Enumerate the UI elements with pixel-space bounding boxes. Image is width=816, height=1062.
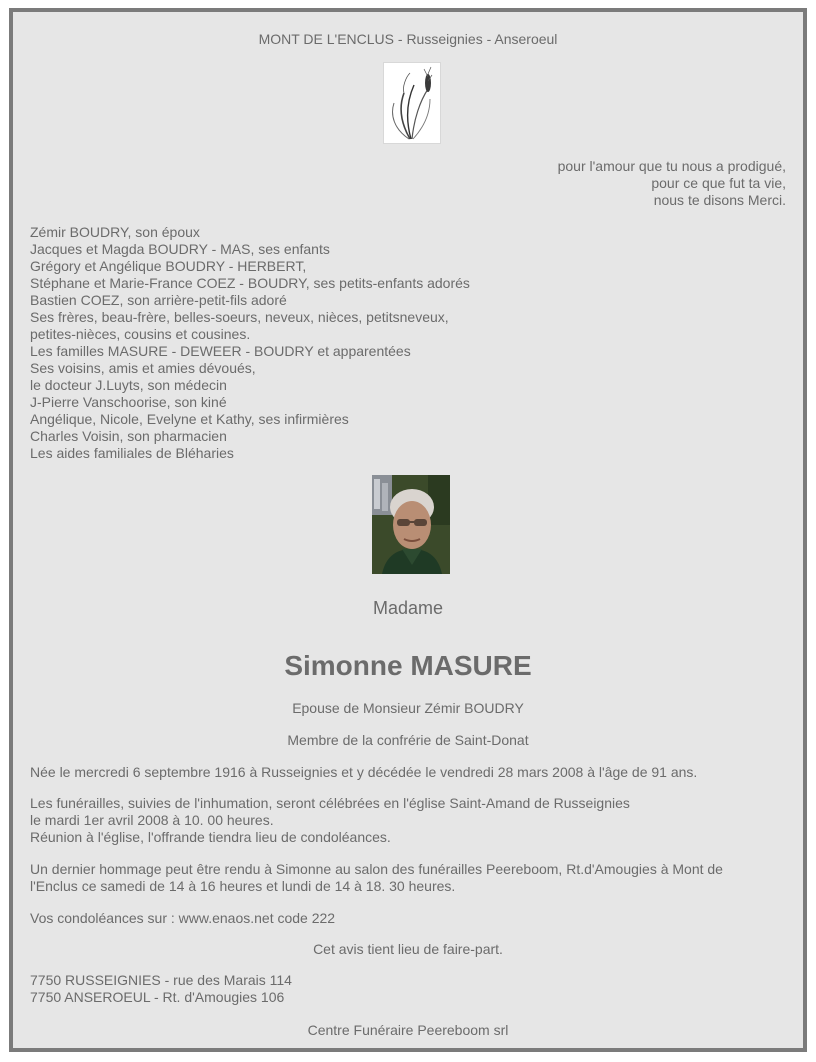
family-list [30, 224, 470, 462]
portrait-photo [372, 475, 450, 574]
poem-line: pour ce que fut ta vie, [651, 175, 786, 191]
deceased-name: Simonne MASURE [284, 650, 532, 681]
family-line: le docteur J.Luyts, son médecin [30, 377, 227, 393]
poem-line: pour l'amour que tu nous a prodigué, [557, 158, 786, 174]
funeral-home: Centre Funéraire Peereboom srl [307, 1022, 509, 1038]
location-header: MONT DE L'ENCLUS - Russeignies - Anseroeul [258, 31, 558, 47]
family-line: Bastien COEZ, son arrière-petit-fils adoré [30, 292, 287, 308]
funeral-text [30, 795, 770, 846]
wheat-grass-icon [383, 62, 441, 144]
spouse-line: Epouse de Monsieur Zémir BOUDRY [292, 700, 524, 716]
address-line: 7750 ANSEROEUL - Rt. d'Amougies 106 [30, 989, 285, 1005]
family-line: J-Pierre Vanschoorise, son kiné [30, 394, 227, 410]
birth-death-text: Née le mercredi 6 septembre 1916 à Russeignies et y décédée le vendredi 28 mars 2008 à l'âge de 91 ans. [30, 764, 698, 780]
family-line: Les familles MASURE - DEWEER - BOUDRY et apparentées [30, 343, 411, 359]
family-line: Zémir BOUDRY, son époux [30, 224, 200, 240]
family-line: Grégory et Angélique BOUDRY - HERBERT, [30, 258, 307, 274]
addresses [30, 972, 770, 1006]
family-line: petites-nièces, cousins et cousines. [30, 326, 251, 342]
honorific: Madame [372, 598, 444, 618]
condolences-text: Vos condoléances sur : www.enaos.net code 222 [30, 910, 336, 926]
family-line: Charles Voisin, son pharmacien [30, 428, 227, 444]
tribute-text: Un dernier hommage peut être rendu à Simonne au salon des funérailles Peereboom, Rt.d'Amougies à Mont de l'Enclus ce samedi de 14 à 16 heures et lundi de 14 à 18. 30 heures. [30, 861, 723, 894]
address-line: 7750 RUSSEIGNIES - rue des Marais 114 [30, 972, 292, 988]
family-line: Ses voisins, amis et amies dévoués, [30, 360, 256, 376]
family-line: Stéphane et Marie-France COEZ - BOUDRY, ses petits-enfants adorés [30, 275, 470, 291]
family-line: Angélique, Nicole, Evelyne et Kathy, ses infirmières [30, 411, 349, 427]
poem-line: nous te disons Merci. [653, 192, 786, 208]
poem [558, 158, 786, 209]
notice-text: Cet avis tient lieu de faire-part. [313, 941, 503, 957]
family-line: Ses frères, beau-frère, belles-soeurs, neveux, nièces, petitsneveux, [30, 309, 449, 325]
funeral-line: Réunion à l'église, l'offrande tiendra lieu de condoléances. [30, 829, 391, 845]
family-line: Jacques et Magda BOUDRY - MAS, ses enfants [30, 241, 330, 257]
funeral-line: le mardi 1er avril 2008 à 10. 00 heures. [30, 812, 274, 828]
membership-line: Membre de la confrérie de Saint-Donat [287, 732, 529, 748]
funeral-line: Les funérailles, suivies de l'inhumation, seront célébrées en l'église Saint-Amand de Russeignies [30, 795, 630, 811]
obituary-card [9, 8, 807, 1052]
family-line: Les aides familiales de Bléharies [30, 445, 234, 461]
